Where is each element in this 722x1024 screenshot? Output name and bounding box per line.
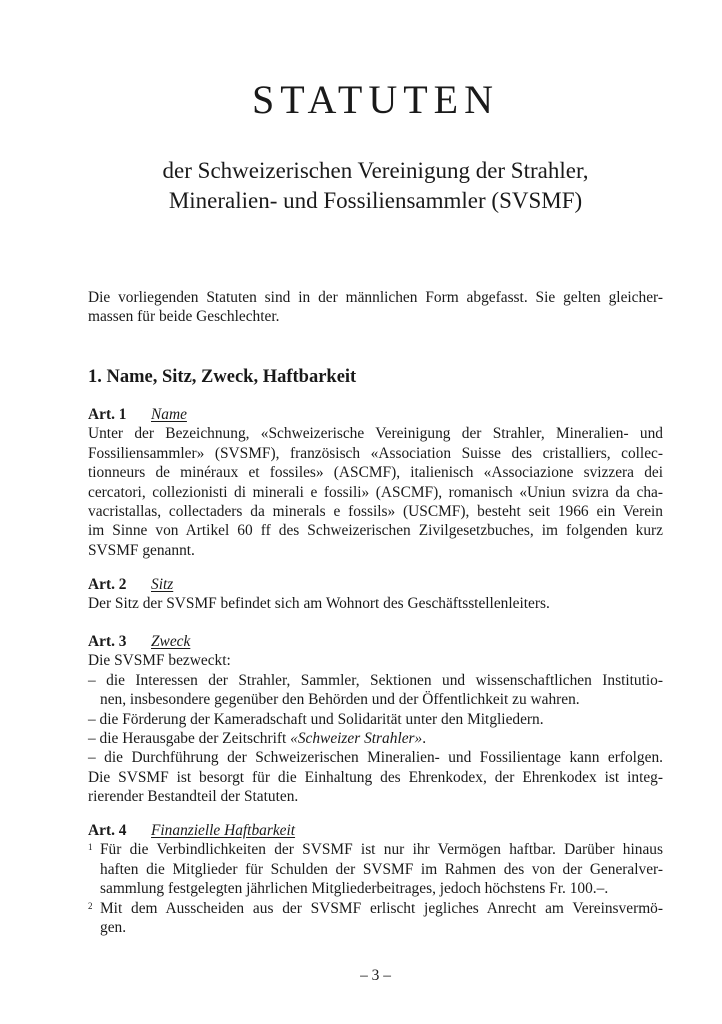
article-number: Art. 4	[88, 822, 127, 839]
list-item: – die Förderung der Kameradschaft und Solidarität unter den Mitgliedern.	[88, 710, 544, 728]
article-number: Art. 2	[88, 576, 127, 593]
article-header	[88, 575, 663, 594]
list-item-text: .	[422, 730, 427, 748]
article-line: cercatori, collezionisti di minerali e fossili» (ASCMF), romanisch «Uniun svizra da cha-	[88, 483, 663, 501]
list-item: – die Durchführung der Schweizerischen Mineralien- und Fossilientage kann erfolgen.	[88, 749, 663, 767]
subtitle-line-1: der Schweizerischen Vereinigung der Strahler,	[162, 158, 589, 183]
article-line: Die SVSMF ist besorgt für die Einhaltung des Ehrenkodex, der Ehrenkodex ist integ-	[88, 768, 663, 786]
article-1	[88, 405, 663, 560]
intro-line: massen für beide Geschlechter.	[88, 308, 280, 326]
paragraph-2	[88, 899, 663, 938]
article-line: gen.	[100, 919, 127, 937]
article-number: Art. 1	[88, 406, 127, 423]
article-4	[88, 821, 663, 937]
article-title: Name	[151, 406, 187, 423]
article-line: Die SVSMF bezweckt:	[88, 652, 231, 670]
article-line: SVSMF genannt.	[88, 541, 195, 559]
article-title: Finanzielle Haftbarkeit	[151, 822, 296, 839]
page-number: – 3 –	[360, 967, 391, 984]
article-number: Art. 3	[88, 633, 127, 650]
article-line: tionneurs de minéraux et fossiles» (ASCMF), italienisch «Associazione svizzera dei	[88, 464, 663, 482]
paragraph-number: 1	[88, 842, 93, 853]
article-line: Unter der Bezeichnung, «Schweizerische Vereinigung der Strahler, Mineralien- und	[88, 425, 663, 443]
article-3	[88, 632, 663, 807]
document-title: STATUTEN	[251, 77, 499, 122]
list-item	[88, 729, 663, 748]
article-line: Für die Verbindlichkeiten der SVSMF ist nur ihr Vermögen haftbar. Darüber hinaus	[100, 841, 663, 859]
article-line: Der Sitz der SVSMF befindet sich am Wohnort des Geschäftsstellenleiters.	[88, 595, 550, 613]
intro-paragraph	[88, 288, 663, 327]
list-item: – die Interessen der Strahler, Sammler, Sektionen und wissenschaftlichen Institutio-	[88, 671, 663, 689]
subtitle-line-2: Mineralien- und Fossiliensammler (SVSMF)	[168, 188, 583, 213]
article-line: im Sinne von Artikel 60 ff des Schweizerischen Zivilgesetzbuches, im folgenden kurz	[88, 522, 663, 540]
article-2	[88, 575, 663, 614]
article-line: Fossiliensammler» (SVSMF), französisch «Association Suisse des cristalliers, collec-	[88, 444, 663, 462]
list-item-text: – die Herausgabe der Zeitschrift	[88, 730, 291, 748]
article-line: sammlung festgelegten jährlichen Mitgliederbeitrages, jedoch höchstens Fr. 100.–.	[100, 880, 609, 898]
intro-line: Die vorliegenden Statuten sind in der männlichen Form abgefasst. Sie gelten gleicher-	[88, 289, 663, 306]
journal-title: «Schweizer Strahler»	[290, 730, 423, 748]
article-header	[88, 405, 663, 424]
document-subtitle	[88, 156, 663, 216]
article-line: rierender Bestandteil der Statuten.	[88, 788, 299, 806]
section-heading: 1. Name, Sitz, Zweck, Haftbarkeit	[88, 367, 357, 387]
paragraph-number: 2	[88, 900, 93, 911]
article-title: Zweck	[151, 633, 191, 650]
paragraph-1	[88, 840, 663, 898]
article-line: Mit dem Ausscheiden aus der SVSMF erlischt jegliches Anrecht am Vereinsvermö-	[100, 899, 663, 917]
article-line: vacristallas, collectaders da minerals e fossils» (USCMF), besteht seit 1966 ein Verein	[88, 503, 663, 521]
article-line: haften die Mitglieder für Schulden der SVSMF im Rahmen des von der Generalver-	[100, 860, 663, 878]
article-title: Sitz	[151, 576, 174, 593]
article-header	[88, 821, 663, 840]
article-header	[88, 632, 663, 651]
list-item-continuation: nen, insbesondere gegenüber den Behörden und der Öffentlichkeit zu wahren.	[100, 691, 580, 709]
